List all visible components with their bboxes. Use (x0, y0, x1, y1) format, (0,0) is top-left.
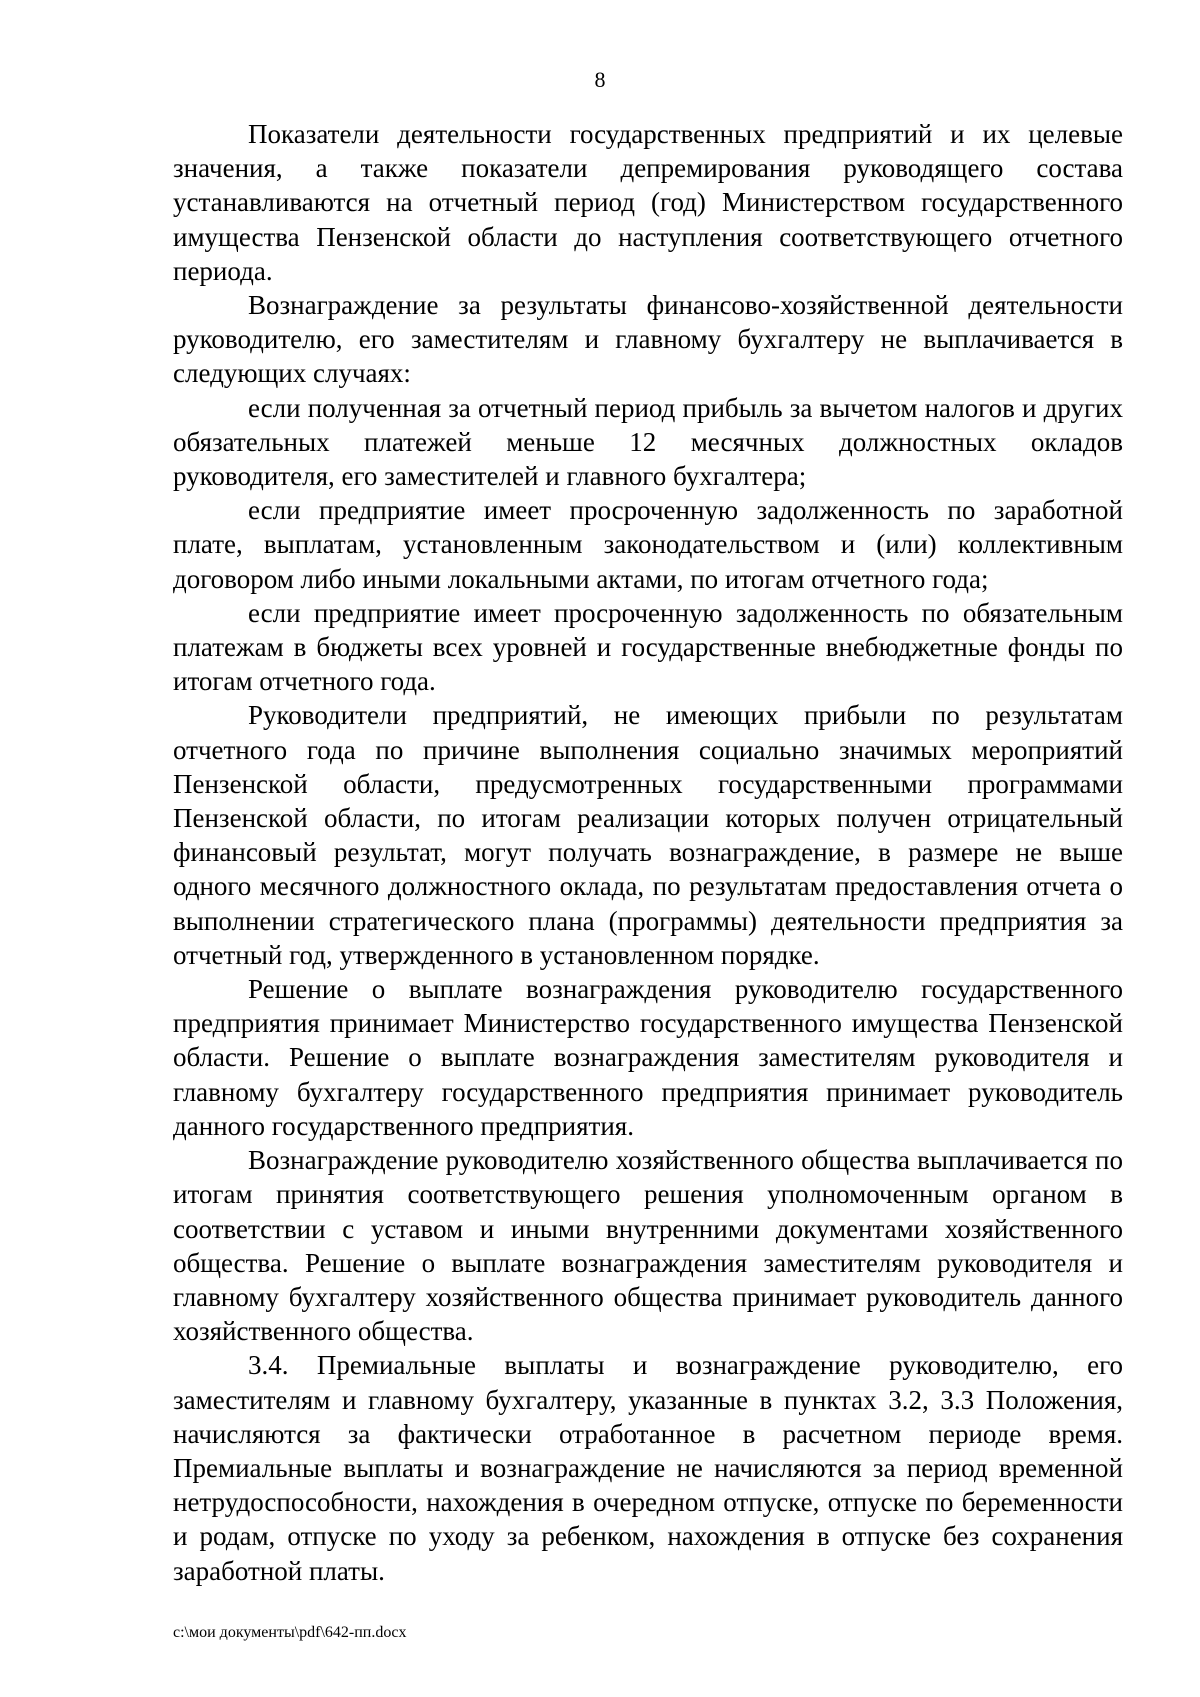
paragraph-case-profit: если полученная за отчетный период прибыль за вычетом налогов и других обязательных платежей меньше 12 месячных должностных окладов руководителя, его заместителей и главного бухгалтера; (173, 392, 1123, 492)
paragraph-no-profit-managers: Руководители предприятий, не имеющих прибыли по результатам отчетного года по причине выполнения социально значимых мероприятий Пензенской области, предусмотренных государственными программами Пензенской области, по итогам реализации которых получен отрицательный финансовый результат, могут получать вознаграждение, в размере не выше одного месячного должностного оклада, по результатам предоставления отчета о выполнении стратегического плана (программы) деятельности предприятия за отчетный год, утвержденного в установленном порядке. (173, 700, 1123, 970)
paragraph-case-budget-arrears: если предприятие имеет просроченную задолженность по обязательным платежам в бюджеты всех уровней и государственные внебюджетные фонды по итогам отчетного года. (173, 597, 1123, 697)
page-number: 8 (594, 67, 606, 92)
paragraph-performance-indicators: Показатели деятельности государственных предприятий и их целевые значения, а также показатели депремирования руководящего состава устанавливаются на отчетный период (год) Министерством государственного имущества Пензенской области до наступления соответствующего отчетного периода. (173, 119, 1123, 286)
paragraph-case-wage-arrears: если предприятие имеет просроченную задолженность по заработной плате, выплатам, установленным законодательством и (или) коллективным договором либо иными локальными актами, по итогам отчетного года; (173, 495, 1123, 594)
document-body (173, 117, 1123, 1588)
footer-file-path: c:\мои документы\pdf\642-пп.docx (173, 1624, 407, 1641)
paragraph-company-reward: Вознаграждение руководителю хозяйственного общества выплачивается по итогам принятия соответствующего решения уполномоченным органом в соответствии с уставом и иными внутренними документами хозяйственного общества. Решение о выплате вознаграждения заместителям руководителя и главному бухгалтеру хозяйственного общества принимает руководитель данного хозяйственного общества. (173, 1145, 1123, 1347)
paragraph-section-3-4: 3.4. Премиальные выплаты и вознаграждение руководителю, его заместителям и главному бухгалтеру, указанные в пунктах 3.2, 3.3 Положения, начисляются за фактически отработанное в расчетном периоде время. Премиальные выплаты и вознаграждение не начисляются за период временной нетрудоспособности, нахождения в очередном отпуске, отпуске по беременности и родам, отпуске по уходу за ребенком, нахождения в отпуске без сохранения заработной платы. (173, 1350, 1123, 1586)
paragraph-reward-not-paid: Вознаграждение за результаты финансово-хозяйственной деятельности руководителю, его заместителям и главному бухгалтеру не выплачивается в следующих случаях: (173, 290, 1123, 389)
paragraph-state-enterprise-decision: Решение о выплате вознаграждения руководителю государственного предприятия принимает Министерство государственного имущества Пензенской области. Решение о выплате вознаграждения заместителям руководителя и главному бухгалтеру государственного предприятия принимает руководитель данного государственного предприятия. (173, 974, 1123, 1141)
